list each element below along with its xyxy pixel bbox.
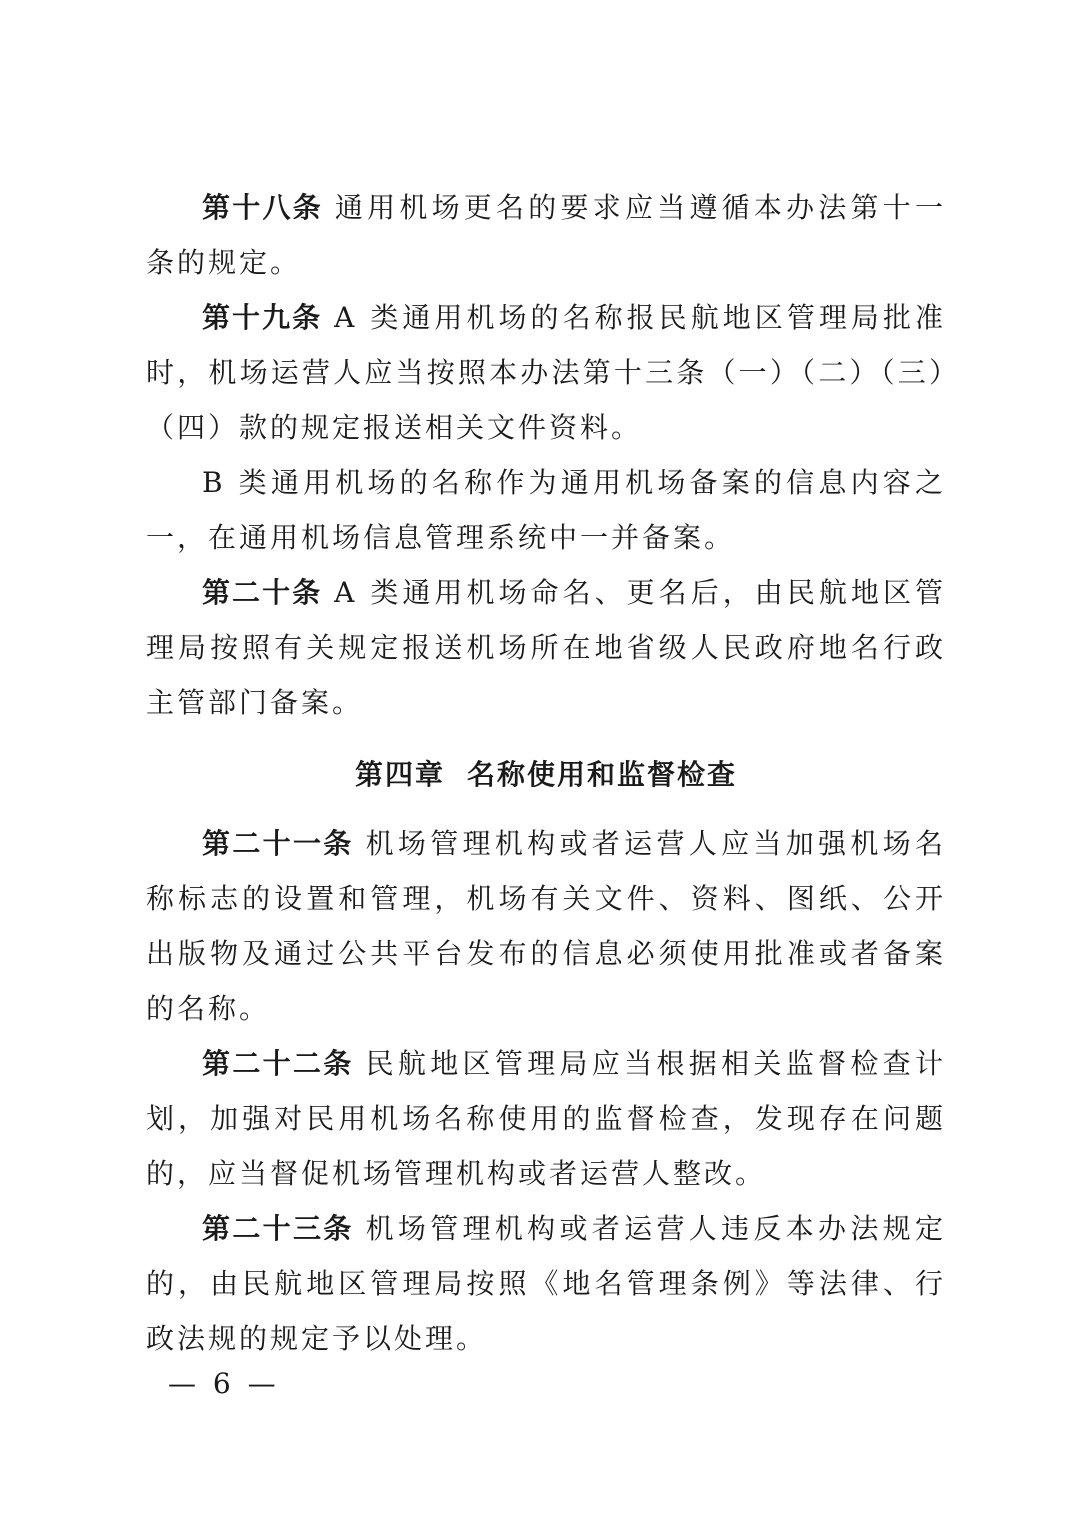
article-number: 第二十二条 [202,1047,354,1080]
article-text: B 类通用机场的名称作为通用机场备案的信息内容之一，在通用机场信息管理系统中一并备案。 [146,466,946,554]
article-text: 民航地区管理局应当根据相关监督检查计划，加强对民用机场名称使用的监督检查，发现存在问题的，应当督促机场管理机构或者运营人整改。 [146,1047,946,1190]
article-number: 第十八条 [202,191,323,224]
article-number: 第二十条 [202,576,323,609]
article-21 [146,816,946,1036]
article-18 [146,180,946,290]
article-text: A 类通用机场命名、更名后，由民航地区管理局按照有关规定报送机场所在地省级人民政府地名行政主管部门备案。 [146,576,946,719]
article-22 [146,1036,946,1201]
article-text: 通用机场更名的要求应当遵循本办法第十一条的规定。 [146,191,946,279]
article-19 [146,290,946,455]
chapter-title: 名称使用和监督检查 [467,758,738,791]
article-text: 机场管理机构或者运营人应当加强机场名称标志的设置和管理，机场有关文件、资料、图纸、公开出版物及通过公共平台发布的信息必须使用批准或者备案的名称。 [146,827,946,1025]
article-number: 第二十三条 [202,1212,354,1245]
page-number: — 6 — [168,1367,280,1400]
article-text: A 类通用机场的名称报民航地区管理局批准时，机场运营人应当按照本办法第十三条（一）（二）（三）（四）款的规定报送相关文件资料。 [146,301,946,444]
article-20 [146,565,946,730]
article-19-paragraph-2 [146,455,946,565]
article-text: 机场管理机构或者运营人违反本办法规定的，由民航地区管理局按照《地名管理条例》等法律、行政法规的规定予以处理。 [146,1212,946,1355]
chapter-heading [146,745,946,805]
article-number: 第二十一条 [202,827,354,860]
document-body [146,180,946,1366]
article-number: 第十九条 [202,301,323,334]
chapter-number: 第四章 [354,758,445,791]
article-23 [146,1201,946,1366]
